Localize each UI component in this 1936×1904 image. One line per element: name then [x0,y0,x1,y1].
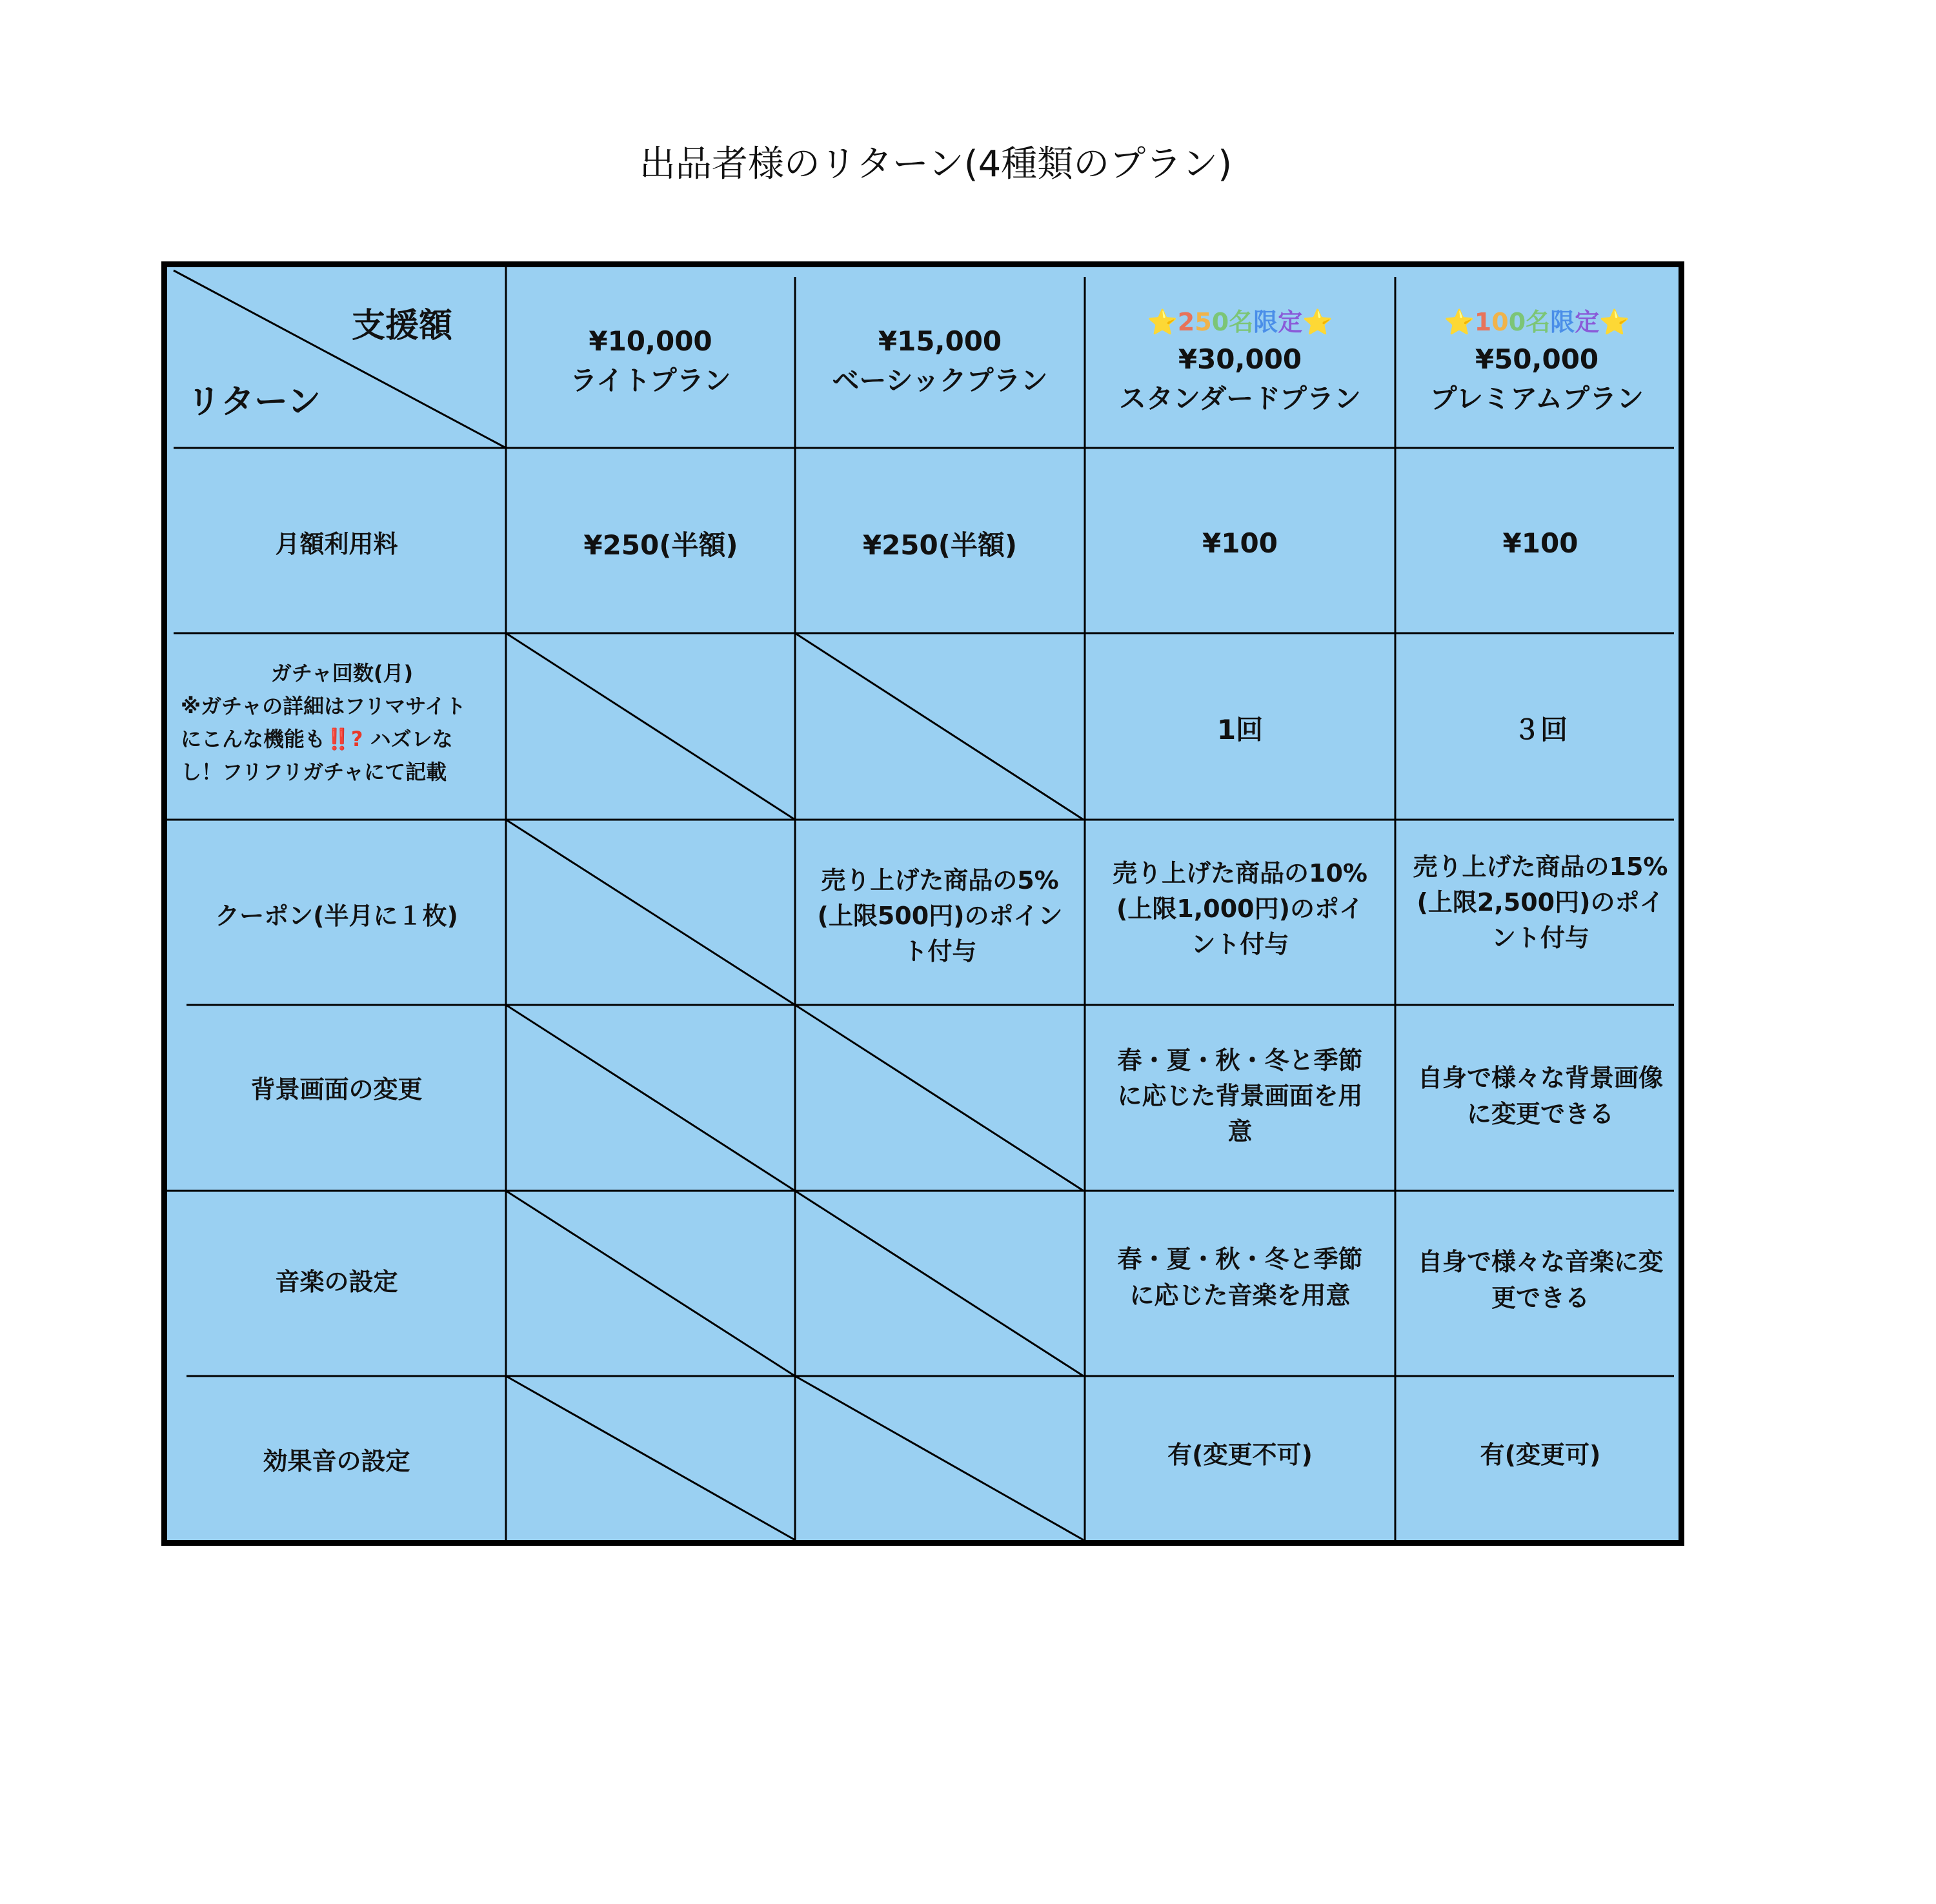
cell-line: ント付与 [1191,930,1289,959]
plan-header-standard [1085,271,1395,452]
plan-header-basic [795,271,1085,452]
row-label-line: し！フリフリガチャにて記載 [181,760,447,785]
cell-gacha-standard [1085,637,1395,824]
cell-background-premium [1395,1004,1686,1189]
cell-monthly-fee-light [506,452,816,639]
plan-price: ¥10,000 [589,325,712,358]
cell-line: (上限1,000円)のポイ [1116,894,1364,923]
limited-char: 定 [1278,307,1303,336]
limited-char: 限 [1253,307,1278,336]
limited-char: 0 [1491,307,1509,336]
cell-line: に応じた音楽を用意 [1129,1281,1351,1310]
row-label-line: ガチャ回数(月) [270,660,414,685]
cell-gacha-premium [1395,637,1686,824]
plan-name: ライトプラン [570,365,731,396]
row-label-background [167,997,506,1182]
cell-monthly-fee-premium [1395,452,1686,636]
row-label-fragment: にこんな機能も [181,727,326,751]
corner-label-return: リターン [187,383,321,421]
plan-name: ベーシックプラン [832,365,1048,396]
cell-text: ¥250(半額) [862,529,1018,561]
plan-header-premium [1395,271,1679,452]
row-label-coupon [167,824,506,1009]
cell-line: 更できる [1491,1283,1589,1312]
page-title: 出品者様のリターン(4種類のプラン) [639,143,1233,185]
star-icon: ⭐ [1147,307,1178,336]
exclamation-question-icon: ‼️? [325,727,363,751]
cell-line: (上限2,500円)のポイ [1417,887,1664,917]
plan-price: ¥30,000 [1178,343,1302,375]
corner-label-amount: 支援額 [352,307,453,345]
plan-name: スタンダードプラン [1118,382,1362,414]
cell-text: ３回 [1513,714,1568,746]
cell-line: (上限500円)のポイン [817,901,1063,930]
cell-text: ¥100 [1202,527,1278,560]
plan-price: ¥15,000 [878,325,1002,358]
limited-char: 名 [1229,307,1254,336]
limited-char: 0 [1508,307,1526,336]
cell-music-premium [1395,1188,1686,1373]
cell-line: ント付与 [1491,924,1589,953]
cell-coupon-standard [1085,816,1395,1002]
row-label-sfx [167,1375,506,1549]
cell-line: 売り上げた商品の10% [1113,858,1367,887]
row-label-monthly-fee [167,452,506,637]
limited-char: 定 [1575,307,1600,336]
star-icon: ⭐ [1444,307,1475,336]
row-label-music [167,1190,506,1375]
cell-line: 意 [1227,1117,1253,1146]
cell-line: 自身で様々な背景画像 [1417,1064,1663,1093]
limited-char: 5 [1195,307,1212,336]
cell-monthly-fee-basic [795,452,1085,639]
cell-text: 1回 [1216,714,1264,746]
cell-sfx-premium [1395,1372,1686,1539]
row-label-fragment: ハズレな [370,727,453,751]
row-label-text: 月額利用料 [275,529,398,558]
row-label-text: クーポン(半月に１枚) [215,901,458,930]
cell-monthly-fee-standard [1085,452,1395,636]
cell-coupon-premium [1395,810,1686,995]
row-label-line [181,723,453,756]
cell-background-standard [1085,1004,1395,1189]
row-label-text: 効果音の設定 [263,1447,410,1476]
row-label-line: ※ガチャの詳細はフリマサイト [181,693,466,718]
row-label-text: 音楽の設定 [275,1267,398,1296]
limited-char: 0 [1211,307,1229,336]
cell-line: 売り上げた商品の5% [821,866,1059,895]
plan-price: ¥50,000 [1475,343,1599,375]
cell-line: に応じた背景画面を用 [1117,1081,1363,1110]
cell-music-standard [1085,1185,1395,1370]
star-icon: ⭐ [1599,307,1630,336]
row-label-text: 背景画面の変更 [250,1075,423,1104]
cell-text: 有(変更可) [1480,1441,1601,1470]
cell-sfx-standard [1085,1372,1395,1539]
limited-badge [1147,305,1333,340]
star-icon: ⭐ [1302,307,1333,336]
cell-text: 有(変更不可) [1167,1441,1313,1470]
limited-char: 限 [1550,307,1575,336]
cell-line: に変更できる [1466,1099,1614,1128]
limited-char: 2 [1177,307,1195,336]
cell-line: 自身で様々な音楽に変 [1417,1248,1663,1277]
cell-line: 春・夏・秋・冬と季節 [1117,1245,1363,1274]
plan-header-light [506,271,795,452]
limited-char: 1 [1474,307,1492,336]
cell-coupon-basic [795,824,1085,1009]
cell-text: ¥250(半額) [583,529,738,561]
cell-line: 売り上げた商品の15% [1413,852,1668,881]
limited-char: 名 [1526,307,1551,336]
cell-line: 春・夏・秋・冬と季節 [1117,1046,1363,1075]
limited-badge [1444,305,1629,340]
plan-name: プレミアムプラン [1429,382,1644,414]
cell-text: ¥100 [1502,527,1578,560]
cell-line: ト付与 [903,937,977,966]
row-label-gacha [181,645,503,800]
